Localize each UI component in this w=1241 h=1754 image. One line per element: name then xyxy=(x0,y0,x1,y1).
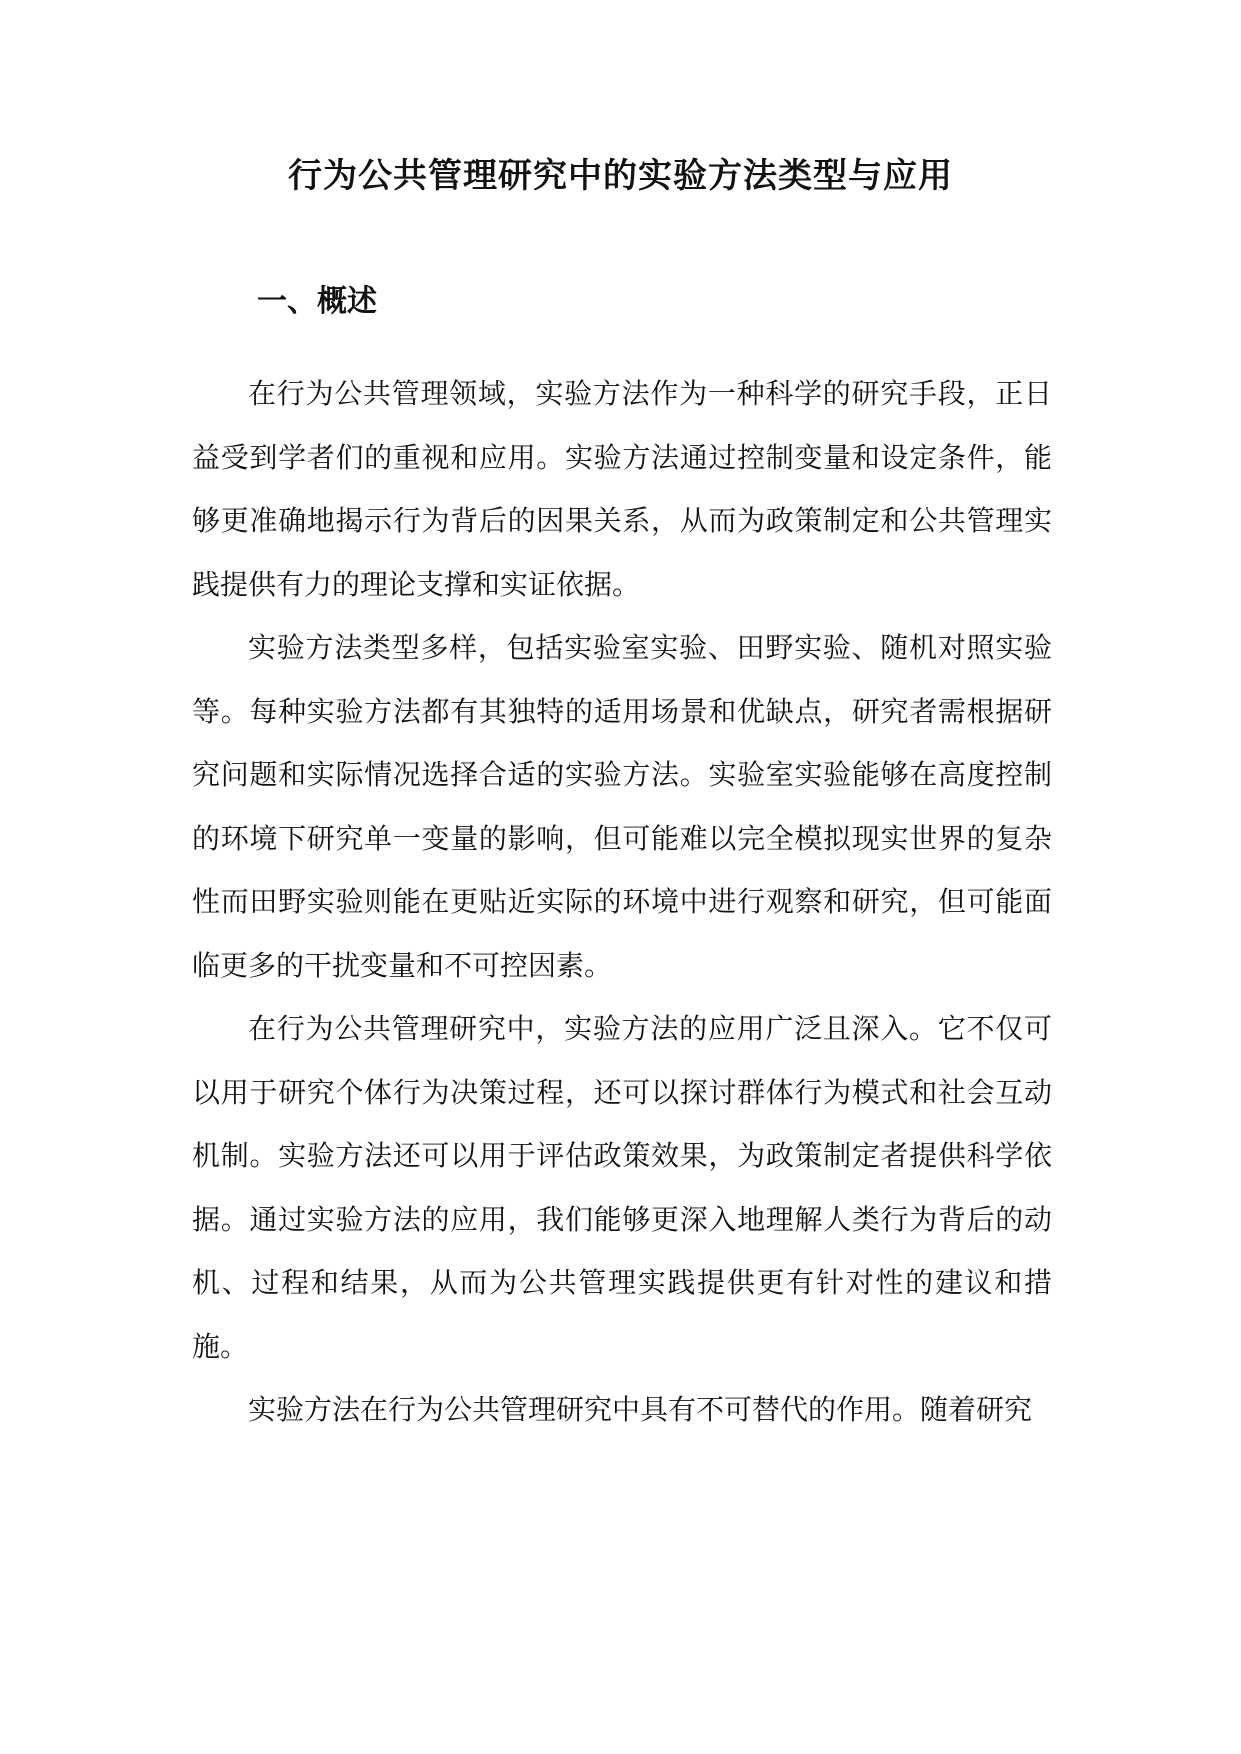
paragraph-3: 在行为公共管理研究中，实验方法的应用广泛且深入。它不仅可以用于研究个体行为决策过程，还可以探讨群体行为模式和社会互动机制。实验方法还可以用于评估政策效果，为政策制定者提供科学依据。通过实验方法的应用，我们能够更深入地理解人类行为背后的动机、过程和结果，从而为公共管理实践提供更有针对性的建议和措施。 xyxy=(192,1012,1052,1363)
paragraph-4: 实验方法在行为公共管理研究中具有不可替代的作用。随着研究 xyxy=(248,1393,1033,1426)
document-title: 行为公共管理研究中的实验方法类型与应用 xyxy=(288,156,953,196)
section-heading-overview: 一、概述 xyxy=(257,284,377,319)
paragraph-2: 实验方法类型多样，包括实验室实验、田野实验、随机对照实验等。每种实验方法都有其独特的适用场景和优缺点，研究者需根据研究问题和实际情况选择合适的实验方法。实验室实验能够在高度控制的环境下研究单一变量的影响，但可能难以完全模拟现实世界的复杂性而田野实验则能在更贴近实际的环境中进行观察和研究，但可能面临更多的干扰变量和不可控因素。 xyxy=(192,631,1052,982)
paragraph-1: 在行为公共管理领域，实验方法作为一种科学的研究手段，正日益受到学者们的重视和应用。实验方法通过控制变量和设定条件，能够更准确地揭示行为背后的因果关系，从而为政策制定和公共管理实践提供有力的理论支撑和实证依据。 xyxy=(192,377,1052,601)
body-text xyxy=(192,362,1052,1442)
